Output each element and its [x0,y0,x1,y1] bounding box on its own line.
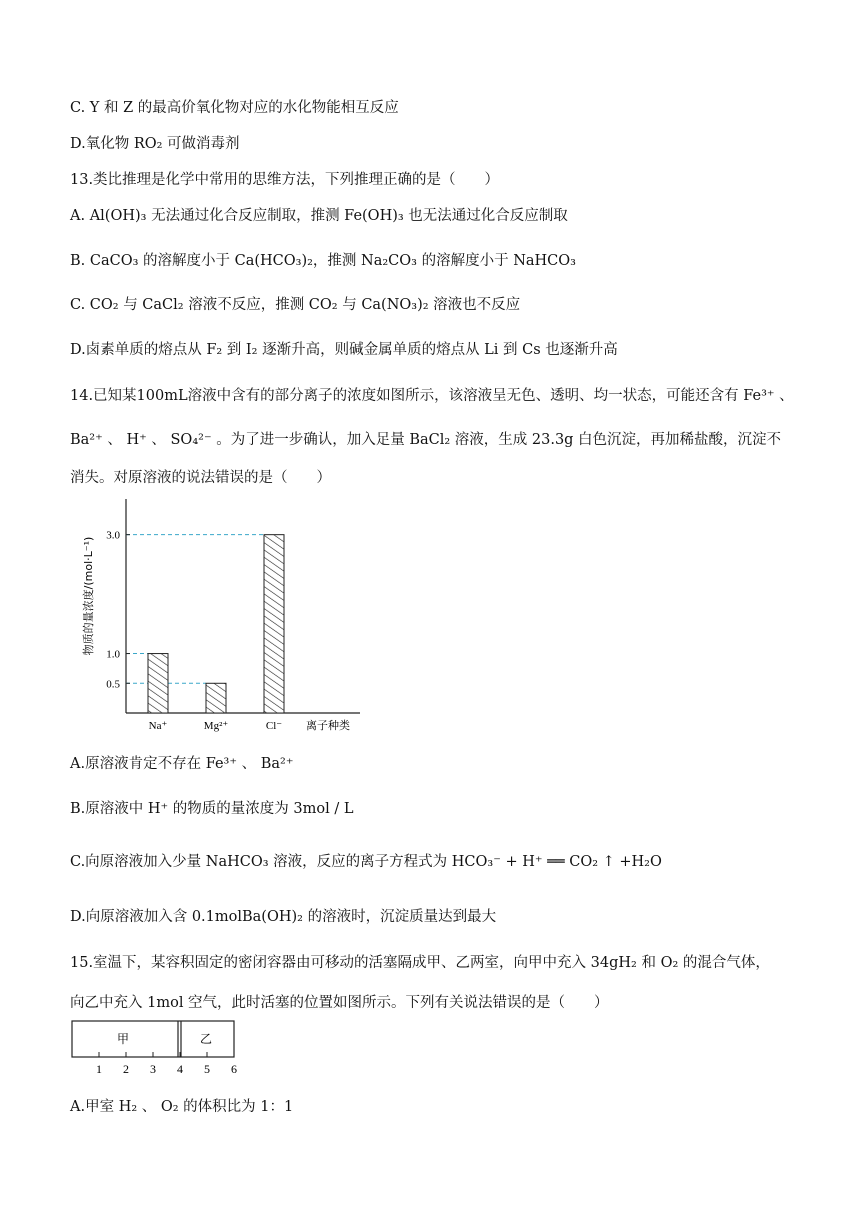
scale-label-0: 1 [96,1062,102,1076]
ion-concentration-chart [70,495,370,740]
chamber-jia-label: 甲 [116,1032,130,1046]
option-14c: C.向原溶液加入少量 NaHCO₃ 溶液，反应的离子方程式为 HCO₃⁻ + H⁺ ══ CO₂ ↑ +H₂O [70,854,662,870]
option-12d: D.氧化物 RO₂ 可做消毒剂 [70,136,240,152]
bar-0 [148,654,168,713]
question-14-line1: 14.已知某100mL溶液中含有的部分离子的浓度如图所示，该溶液呈无色、透明、均一状态，可能还含有 Fe³⁺ 、 [70,388,794,404]
option-13d: D.卤素单质的熔点从 F₂ 到 I₂ 逐渐升高，则碱金属单质的熔点从 Li 到 Cs 也逐渐升高 [70,342,618,358]
x-tick-label-0: Na⁺ [148,720,168,732]
y-tick-label-0: 0.5 [106,678,120,691]
x-tick-label-1: Mg²⁺ [203,720,229,732]
scale-label-1: 2 [123,1062,129,1076]
scale-label-2: 3 [150,1062,156,1076]
y-tick-label-1: 1.0 [106,648,120,661]
option-14d: D.向原溶液加入含 0.1molBa(OH)₂ 的溶液时，沉淀质量达到最大 [70,909,497,925]
option-12c: C. Y 和 Z 的最高价氧化物对应的水化物能相互反应 [70,100,399,116]
scale-label-3: 4 [177,1062,183,1076]
x-tick-label-2: Cl⁻ [265,720,283,732]
scale-label-5: 6 [231,1062,237,1076]
bar-1 [206,683,226,713]
y-tick-label-2: 3.0 [106,529,120,542]
question-14-line3: 消失。对原溶液的说法错误的是（ ） [70,470,331,486]
y-axis-label: 物质的量浓度/(mol·L⁻¹) [82,536,95,656]
option-13b: B. CaCO₃ 的溶解度小于 Ca(HCO₃)₂，推测 Na₂CO₃ 的溶解度小于 NaHCO₃ [70,253,576,269]
question-15-line2: 向乙中充入 1mol 空气，此时活塞的位置如图所示。下列有关说法错误的是（ ） [70,995,609,1011]
option-14b: B.原溶液中 H⁺ 的物质的量浓度为 3mol / L [70,801,354,817]
bar-2 [264,535,284,713]
option-15a: A.甲室 H₂ 、 O₂ 的体积比为 1：1 [70,1099,294,1115]
question-15-line1: 15.室温下，某容积固定的密闭容器由可移动的活塞隔成甲、乙两室，向甲中充入 34gH₂ 和 O₂ 的混合气体， [70,955,770,971]
option-13a: A. Al(OH)₃ 无法通过化合反应制取，推测 Fe(OH)₃ 也无法通过化合反应制取 [70,208,568,224]
x-axis-label: 离子种类 [306,719,350,732]
piston-container-diagram [68,1018,248,1078]
chamber-yi-label: 乙 [199,1032,213,1046]
question-13: 13.类比推理是化学中常用的思维方法，下列推理正确的是（ ） [70,172,500,188]
scale-label-4: 5 [204,1062,210,1076]
question-14-line2: Ba²⁺ 、 H⁺ 、 SO₄²⁻ 。为了进一步确认，加入足量 BaCl₂ 溶液，生成 23.3g 白色沉淀，再加稀盐酸，沉淀不 [70,432,782,448]
option-13c: C. CO₂ 与 CaCl₂ 溶液不反应，推测 CO₂ 与 Ca(NO₃)₂ 溶液也不反应 [70,297,521,313]
option-14a: A.原溶液肯定不存在 Fe³⁺ 、 Ba²⁺ [70,756,294,772]
